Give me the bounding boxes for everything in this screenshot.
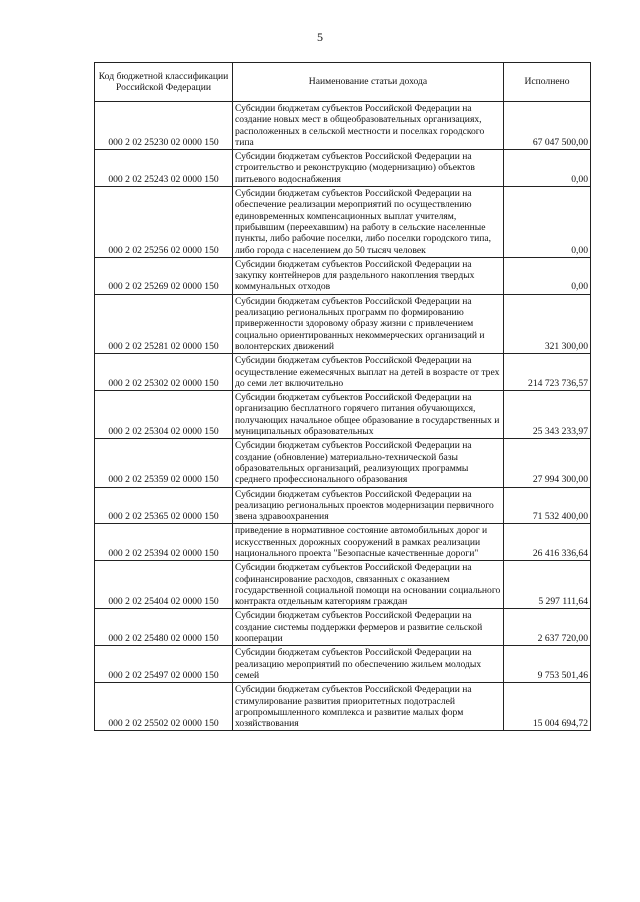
row-amount: 2 637 720,00 [504, 609, 591, 646]
table-row [95, 561, 591, 609]
row-name: Субсидии бюджетам субъектов Российской Федерации на строительство и реконструкцию (модернизацию) объектов питьевого водоснабжения [233, 150, 504, 187]
row-amount: 25 343 233,97 [504, 391, 591, 439]
table-row [95, 609, 591, 646]
row-amount: 0,00 [504, 257, 591, 294]
row-code: 000 2 02 25281 02 0000 150 [95, 294, 233, 353]
header-code: Код бюджетной классификации Российской Федерации [95, 63, 233, 102]
row-amount: 5 297 111,64 [504, 561, 591, 609]
row-amount: 214 723 736,57 [504, 354, 591, 391]
row-code: 000 2 02 25404 02 0000 150 [95, 561, 233, 609]
row-name: Субсидии бюджетам субъектов Российской Федерации на создание новых мест в общеобразовательных организациях, расположенных в сельской местности и поселках городского типа [233, 102, 504, 150]
row-code: 000 2 02 25243 02 0000 150 [95, 150, 233, 187]
row-amount: 9 753 501,46 [504, 646, 591, 683]
row-amount: 321 300,00 [504, 294, 591, 353]
page-number: 5 [317, 30, 323, 44]
row-amount: 15 004 694,72 [504, 683, 591, 731]
row-amount: 27 994 300,00 [504, 439, 591, 487]
row-name: Субсидии бюджетам субъектов Российской Федерации на создание системы поддержки фермеров и развитие сельской кооперации [233, 609, 504, 646]
table-row [95, 487, 591, 524]
row-code: 000 2 02 25230 02 0000 150 [95, 102, 233, 150]
row-name: Субсидии бюджетам субъектов Российской Федерации на закупку контейнеров для раздельного накопления твердых коммунальных отходов [233, 257, 504, 294]
table-row [95, 187, 591, 258]
table-row [95, 257, 591, 294]
header-name: Наименование статьи дохода [233, 63, 504, 102]
row-code: 000 2 02 25302 02 0000 150 [95, 354, 233, 391]
row-amount: 71 532 400,00 [504, 487, 591, 524]
row-name: Субсидии бюджетам субъектов Российской Федерации на создание (обновление) материально-технической базы образовательных организаций, реализующих программы среднего профессионального образования [233, 439, 504, 487]
table-row [95, 150, 591, 187]
table-header [95, 63, 591, 102]
row-code: 000 2 02 25480 02 0000 150 [95, 609, 233, 646]
row-name: приведение в нормативное состояние автомобильных дорог и искусственных дорожных сооружений в рамках реализации национального проекта "Безопасные качественные дороги" [233, 524, 504, 561]
row-code: 000 2 02 25256 02 0000 150 [95, 187, 233, 258]
row-amount: 26 416 336,64 [504, 524, 591, 561]
table-row [95, 683, 591, 731]
table-row [95, 524, 591, 561]
budget-table [94, 62, 591, 731]
header-row [95, 63, 591, 102]
row-name: Субсидии бюджетам субъектов Российской Федерации на организацию бесплатного горячего питания обучающихся, получающих начальное общее образование в государственных и муниципальных образовательных [233, 391, 504, 439]
table-row [95, 102, 591, 150]
row-name: Субсидии бюджетам субъектов Российской Федерации на софинансирование расходов, связанных с оказанием государственной социальной помощи на основании социального контракта отдельным категориям граждан [233, 561, 504, 609]
row-amount: 0,00 [504, 187, 591, 258]
row-name: Субсидии бюджетам субъектов Российской Федерации на реализацию региональных программ по формированию приверженности здоровому образу жизни с привлечением социально ориентированных некоммерческих организаций и волонтерских движений [233, 294, 504, 353]
row-code: 000 2 02 25365 02 0000 150 [95, 487, 233, 524]
table-row [95, 391, 591, 439]
row-code: 000 2 02 25497 02 0000 150 [95, 646, 233, 683]
row-code: 000 2 02 25269 02 0000 150 [95, 257, 233, 294]
header-done: Исполнено [504, 63, 591, 102]
row-code: 000 2 02 25359 02 0000 150 [95, 439, 233, 487]
table-row [95, 646, 591, 683]
row-code: 000 2 02 25502 02 0000 150 [95, 683, 233, 731]
row-name: Субсидии бюджетам субъектов Российской Федерации на реализацию мероприятий по обеспечению жильем молодых семей [233, 646, 504, 683]
row-amount: 0,00 [504, 150, 591, 187]
table-body [95, 102, 591, 731]
table-row [95, 354, 591, 391]
row-code: 000 2 02 25304 02 0000 150 [95, 391, 233, 439]
table-row [95, 294, 591, 353]
table-row [95, 439, 591, 487]
row-name: Субсидии бюджетам субъектов Российской Федерации на стимулирование развития приоритетных подотраслей агропромышленного комплекса и развитие малых форм хозяйствования [233, 683, 504, 731]
row-code: 000 2 02 25394 02 0000 150 [95, 524, 233, 561]
row-amount: 67 047 500,00 [504, 102, 591, 150]
row-name: Субсидии бюджетам субъектов Российской Федерации на обеспечение реализации мероприятий по осуществлению единовременных компенсационных выплат учителям, прибывшим (переехавшим) на работу в сельские населенные пункты, либо рабочие поселки, либо поселки городского типа, либо города с населением до 50 тысяч человек [233, 187, 504, 258]
row-name: Субсидии бюджетам субъектов Российской Федерации на осуществление ежемесячных выплат на детей в возрасте от трех до семи лет включительно [233, 354, 504, 391]
row-name: Субсидии бюджетам субъектов Российской Федерации на реализацию региональных проектов модернизации первичного звена здравоохранения [233, 487, 504, 524]
